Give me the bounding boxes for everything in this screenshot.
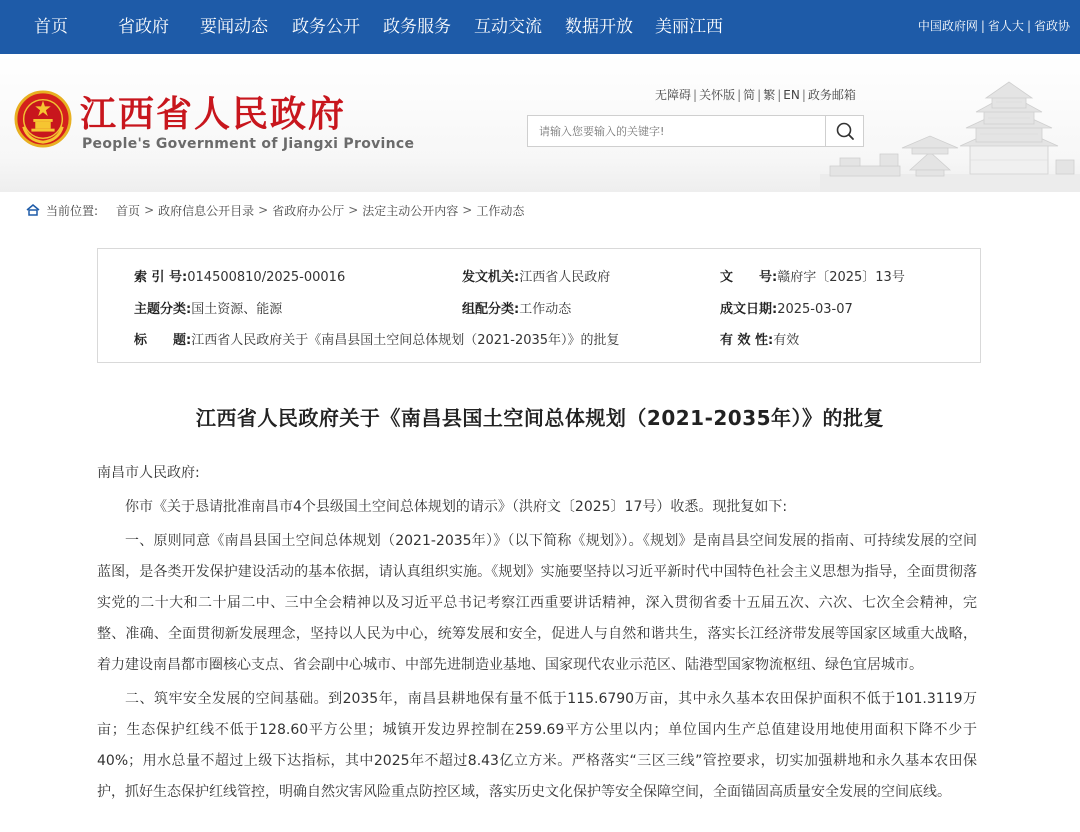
nav-item-news[interactable]: 要闻动态 [200,17,268,37]
meta-validity [720,329,799,348]
link-accessibility[interactable]: 无障碍 [655,88,692,102]
link-gov-mailbox[interactable]: 政务邮箱 [807,88,856,102]
chevron-right-icon: > [144,203,155,217]
chevron-right-icon: > [258,203,269,217]
meta-label: 有 效 性: [720,333,774,348]
link-simplified[interactable]: 简 [743,88,756,102]
link-care-version[interactable]: 关怀版 [699,88,736,102]
meta-value: 国土资源、能源 [191,302,283,317]
link-provincial-congress[interactable]: 省人大 [987,19,1024,33]
site-subtitle: People's Government of Jiangxi Province [82,136,415,152]
meta-value: 江西省人民政府关于《南昌县国土空间总体规划（2021-2035年）》的批复 [191,333,620,348]
meta-date [720,298,853,317]
article-salutation: 南昌市人民政府: [97,465,200,481]
article-paragraph: 你市《关于恳请批准南昌市4个县级国土空间总体规划的请示》（洪府文〔2025〕17号）收悉。现批复如下: [125,499,788,515]
nav-item-gov-services[interactable]: 政务服务 [383,17,451,37]
meta-document-number [720,266,905,285]
meta-group [462,298,571,317]
meta-label: 发文机关: [462,270,520,285]
breadcrumb-item-work-news[interactable]: 工作动态 [476,203,525,218]
breadcrumb-item-statutory-content[interactable]: 法定主动公开内容 [362,203,459,218]
article-content [97,458,977,811]
search-box [527,115,864,147]
separator: | [757,88,762,102]
meta-issuer [462,266,610,285]
meta-value: 014500810/2025-00016 [187,270,346,285]
meta-value: 工作动态 [519,302,572,317]
link-china-gov[interactable]: 中国政府网 [917,19,978,33]
document-meta-box [97,248,981,363]
separator: | [980,19,985,33]
separator: | [1026,19,1031,33]
meta-title [134,329,620,348]
meta-value: 江西省人民政府 [519,270,611,285]
separator: | [737,88,742,102]
breadcrumb-label: 当前位置: [46,203,99,218]
nav-item-open-data[interactable]: 数据开放 [565,17,633,37]
meta-label: 索 引 号: [134,270,188,285]
nav-item-provincial-government[interactable]: 省政府 [118,17,169,37]
meta-label: 主题分类: [134,302,192,317]
top-nav-bar [0,0,1080,54]
meta-label: 组配分类: [462,302,520,317]
separator: | [801,88,806,102]
top-external-links [918,0,1070,54]
separator: | [693,88,698,102]
meta-value: 赣府字〔2025〕13号 [777,270,905,285]
nav-item-home[interactable]: 首页 [34,17,68,37]
meta-value: 2025-03-07 [777,302,853,317]
article-title: 江西省人民政府关于《南昌县国土空间总体规划（2021-2035年）》的批复 [195,406,885,430]
link-english[interactable]: EN [783,88,800,102]
nav-item-gov-affairs-public[interactable]: 政务公开 [292,17,360,37]
site-header [0,54,1080,192]
meta-label: 标 题: [134,333,192,348]
article-paragraph: 二、筑牢安全发展的空间基础。到2035年，南昌县耕地保有量不低于115.6790万亩，其中永久基本农田保护面积不低于101.3119万亩；生态保护红线不低于128.60平方公里；城镇开发边界控制在259.69平方公里以内；单位国内生产总值建设用地使用面积下降不少于40%；用水总量不超过上级下达指标，其中2025年不超过8.43亿立方米。严格落实“三区三线”管控要求，切实加强耕地和永久基本农田保护，抓好生态保护红线管控，明确自然灾害风险重点防控区域，落实历史文化保护等安全保障空间，全面锚固高质量安全发展的空间底线。 [97,691,977,800]
home-icon [26,204,40,216]
nav-item-interaction[interactable]: 互动交流 [474,17,542,37]
search-input[interactable] [528,116,826,146]
breadcrumb [26,200,524,220]
pavilion-skyline-decoration [820,74,1080,192]
link-provincial-cppcc[interactable]: 省政协 [1033,19,1070,33]
breadcrumb-item-general-office[interactable]: 省政府办公厅 [272,203,345,218]
link-traditional[interactable]: 繁 [763,88,776,102]
breadcrumb-item-home[interactable]: 首页 [116,203,141,218]
separator: | [777,88,782,102]
meta-label: 文 号: [720,270,778,285]
breadcrumb-item-info-catalog[interactable]: 政府信息公开目录 [158,203,255,218]
meta-topic [134,298,282,317]
meta-label: 成文日期: [720,302,778,317]
article-paragraph: 一、原则同意《南昌县国土空间总体规划（2021-2035年）》（以下简称《规划》）。《规划》是南昌县空间发展的指南、可持续发展的空间蓝图，是各类开发保护建设活动的基本依据，请认真组织实施。《规划》实施要坚持以习近平新时代中国特色社会主义思想为指导，全面贯彻落实党的二十大和二十届二中、三中全会精神以及习近平总书记考察江西重要讲话精神，深入贯彻省委十五届五次、六次、七次全会精神，完整、准确、全面贯彻新发展理念，坚持以人民为中心，统筹发展和安全，促进人与自然和谐共生，落实长江经济带发展等国家区域重大战略，着力建设南昌都市圈核心支点、省会副中心城市、中部先进制造业基地、国家现代农业示范区、陆港型国家物流枢纽、绿色宜居城市。 [97,533,977,673]
chevron-right-icon: > [462,203,473,217]
site-title: 江西省人民政府 [80,93,347,135]
meta-value: 有效 [773,333,800,348]
chevron-right-icon: > [348,203,359,217]
national-emblem-icon [14,90,72,148]
meta-index-number [134,266,345,285]
nav-item-beautiful-jiangxi[interactable]: 美丽江西 [655,17,723,37]
